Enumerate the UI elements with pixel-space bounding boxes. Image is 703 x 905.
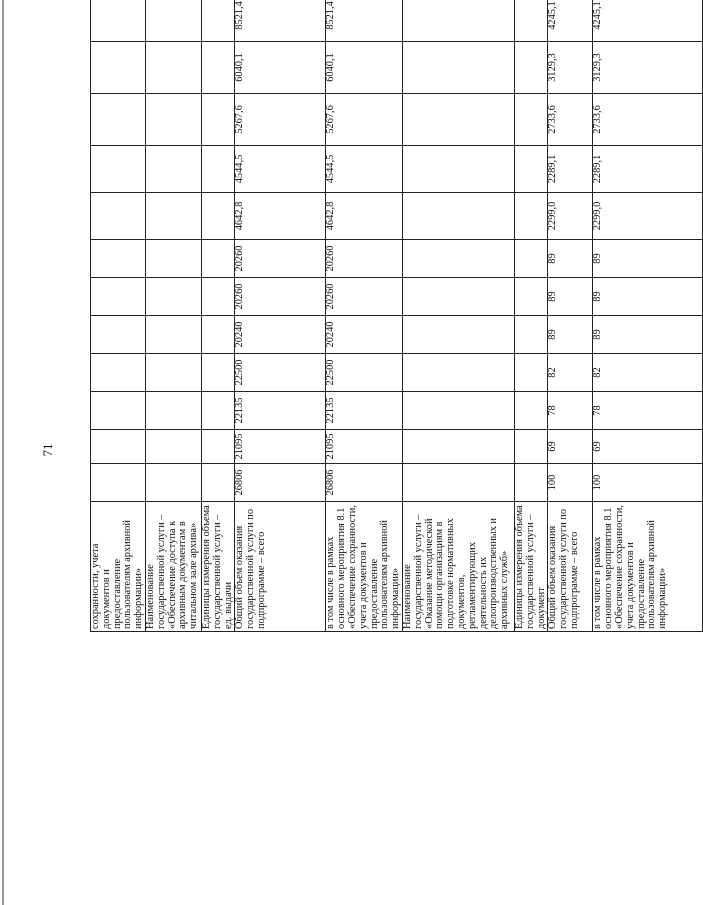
table-cell (201, 278, 234, 316)
row-label: Общий объем оказания государственной услуги по подпрограмме – всего (235, 502, 326, 632)
row-label: в том числе в рамках основного мероприятия 8.1 «Обеспечение сохранности, учета документов и предоставление пользователям архивной информации» (593, 502, 703, 632)
table-cell (145, 278, 201, 316)
table-cell (402, 240, 514, 278)
row-label: Наименование государственной услуги – «Обеспечение доступа к архивным документам в читальном зале архива» (145, 502, 201, 632)
table-cell: 20240 (326, 316, 403, 354)
table-cell (514, 354, 547, 392)
table-cell (402, 42, 514, 94)
table-cell: 5267,6 (326, 94, 403, 146)
table-row (548, 0, 593, 632)
table-cell: 4642,8 (326, 193, 403, 240)
table-cell (91, 278, 146, 316)
table-cell: 20260 (235, 240, 326, 278)
table-cell: 4245,1 (593, 0, 703, 42)
table-row (201, 0, 234, 632)
table-cell: 69 (548, 430, 593, 464)
table-cell (91, 430, 146, 464)
table-cell (91, 354, 146, 392)
table-cell: 26806 (235, 464, 326, 502)
table-cell (514, 430, 547, 464)
table-cell (402, 430, 514, 464)
table-cell (201, 354, 234, 392)
table-cell: 20260 (326, 240, 403, 278)
table-cell (91, 94, 146, 146)
table-cell: 4544,5 (235, 146, 326, 193)
binding-edge-line (2, 0, 4, 905)
table-cell (91, 42, 146, 94)
table-cell (145, 146, 201, 193)
table-cell (201, 0, 234, 42)
table-cell: 21095 (235, 430, 326, 464)
row-label: Наименование государственной услуги – «Оказание методической помощи организациям в подготовке нормативных документов, регламентирующих деятельность их делопроизводственных и архивных служб» (402, 502, 514, 632)
table-row (91, 0, 146, 632)
table-cell (145, 240, 201, 278)
table-cell (201, 240, 234, 278)
table-cell (145, 464, 201, 502)
table-cell (91, 0, 146, 42)
table-cell: 89 (548, 240, 593, 278)
table-cell (402, 392, 514, 430)
table-cell (514, 392, 547, 430)
table-cell: 3129,3 (548, 42, 593, 94)
table-cell: 22135 (235, 392, 326, 430)
page-number: 71 (40, 443, 55, 457)
table-row (593, 0, 703, 632)
table-cell: 100 (593, 464, 703, 502)
row-label: Общий объем оказания государственной услуги по подпрограмме – всего (548, 502, 593, 632)
table-cell: 8521,4 (326, 0, 403, 42)
table-cell: 22135 (326, 392, 403, 430)
row-label: Единицы измерения объема государственной услуги – ед. выдачи (201, 502, 234, 632)
table-cell (91, 392, 146, 430)
table-cell: 22500 (326, 354, 403, 392)
table-cell: 89 (548, 278, 593, 316)
table-cell (201, 94, 234, 146)
table-cell (514, 316, 547, 354)
table-row (514, 0, 547, 632)
row-label: Единицы измерения объема государственной услуги – документ (514, 502, 547, 632)
table-cell: 89 (548, 316, 593, 354)
row-label: в том числе в рамках основного мероприятия 8.1 «Обеспечение сохранности, учета документов и предоставление пользователям архивной информации» (326, 502, 403, 632)
rotated-table-area (90, 1, 669, 860)
table-cell (402, 146, 514, 193)
table-cell: 2289,1 (593, 146, 703, 193)
table-cell: 2299,0 (548, 193, 593, 240)
table-cell: 100 (548, 464, 593, 502)
table-cell (514, 42, 547, 94)
table-row (326, 0, 403, 632)
table-cell: 20260 (235, 278, 326, 316)
table-cell (201, 430, 234, 464)
table-cell (402, 94, 514, 146)
table-cell (91, 146, 146, 193)
table-cell (145, 354, 201, 392)
table-cell: 26806 (326, 464, 403, 502)
table-cell (91, 240, 146, 278)
table-cell (201, 146, 234, 193)
table-cell (514, 278, 547, 316)
table-cell (514, 193, 547, 240)
table-cell: 78 (593, 392, 703, 430)
services-table (90, 0, 703, 632)
table-cell (145, 316, 201, 354)
table-cell: 21095 (326, 430, 403, 464)
table-cell: 4642,8 (235, 193, 326, 240)
table-cell (402, 0, 514, 42)
table-cell (201, 316, 234, 354)
table-row (402, 0, 514, 632)
table-cell: 2299,0 (593, 193, 703, 240)
table-cell (145, 193, 201, 240)
table-cell: 89 (593, 316, 703, 354)
table-wrapper (90, 0, 669, 632)
table-cell (514, 94, 547, 146)
table-cell: 3129,3 (593, 42, 703, 94)
table-cell (201, 464, 234, 502)
table-cell: 4544,5 (326, 146, 403, 193)
table-cell (145, 94, 201, 146)
table-cell (201, 392, 234, 430)
table-cell (402, 193, 514, 240)
table-cell (145, 392, 201, 430)
table-cell (402, 278, 514, 316)
table-cell: 89 (593, 240, 703, 278)
table-cell: 20240 (235, 316, 326, 354)
table-row (145, 0, 201, 632)
table-cell: 6040,1 (326, 42, 403, 94)
table-cell (402, 464, 514, 502)
table-cell: 4245,1 (548, 0, 593, 42)
table-cell: 5267,6 (235, 94, 326, 146)
table-cell (402, 354, 514, 392)
table-cell: 2733,6 (548, 94, 593, 146)
table-cell (514, 0, 547, 42)
table-cell (201, 42, 234, 94)
table-cell: 82 (593, 354, 703, 392)
table-cell (91, 316, 146, 354)
table-cell: 89 (593, 278, 703, 316)
table-cell: 78 (548, 392, 593, 430)
table-cell (514, 464, 547, 502)
table-cell: 6040,1 (235, 42, 326, 94)
table-cell (91, 464, 146, 502)
table-cell: 2289,1 (548, 146, 593, 193)
row-label: сохранности, учета документов и предоставление пользователям архивной информации» (91, 502, 146, 632)
table-cell (91, 193, 146, 240)
table-cell (145, 0, 201, 42)
table-cell: 69 (593, 430, 703, 464)
table-cell (402, 316, 514, 354)
table-cell: 2733,6 (593, 94, 703, 146)
table-cell (145, 430, 201, 464)
table-cell: 82 (548, 354, 593, 392)
table-cell (145, 42, 201, 94)
table-cell: 8521,4 (235, 0, 326, 42)
table-cell (514, 240, 547, 278)
table-cell: 20260 (326, 278, 403, 316)
table-cell (514, 146, 547, 193)
table-row (235, 0, 326, 632)
table-cell: 22500 (235, 354, 326, 392)
table-cell (201, 193, 234, 240)
